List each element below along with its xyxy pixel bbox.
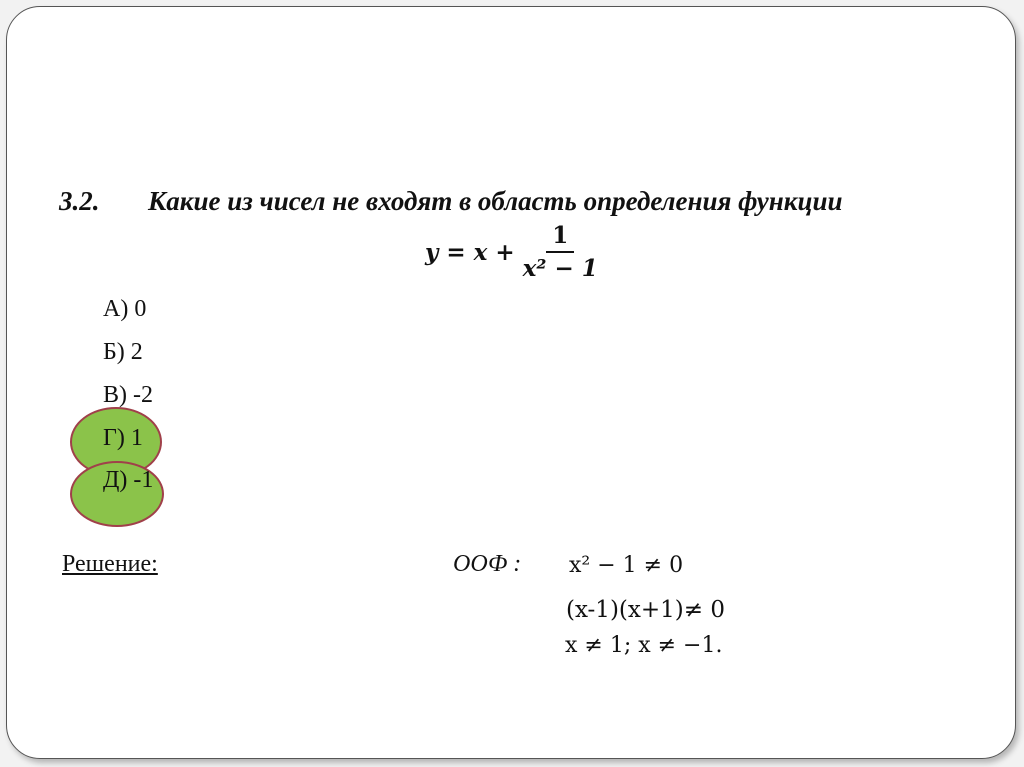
- question-text: Какие из чисел не входят в область определения функции: [148, 186, 843, 216]
- formula-fraction: [523, 222, 598, 282]
- option-a[interactable]: А) 0: [103, 296, 147, 322]
- formula-numerator: 1: [546, 222, 574, 253]
- formula-lhs: y = x +: [425, 238, 515, 266]
- option-g[interactable]: Г) 1: [103, 425, 143, 451]
- question-number: 3.2.: [59, 186, 100, 216]
- option-d[interactable]: Д) -1: [103, 467, 154, 493]
- oof-label: ООФ :: [453, 551, 522, 577]
- solution-label: Решение:: [62, 551, 158, 577]
- solution-line-1: x² − 1 ≠ 0: [569, 553, 684, 578]
- option-v[interactable]: В) -2: [103, 382, 153, 408]
- solution-line-2: (x-1)(x+1)≠ 0: [566, 597, 725, 623]
- slide: [6, 6, 1016, 759]
- solution-line-3: x ≠ 1; x ≠ −1.: [565, 633, 723, 658]
- function-formula: [425, 222, 598, 282]
- formula-denominator: x² − 1: [522, 255, 598, 282]
- option-b[interactable]: Б) 2: [103, 339, 143, 365]
